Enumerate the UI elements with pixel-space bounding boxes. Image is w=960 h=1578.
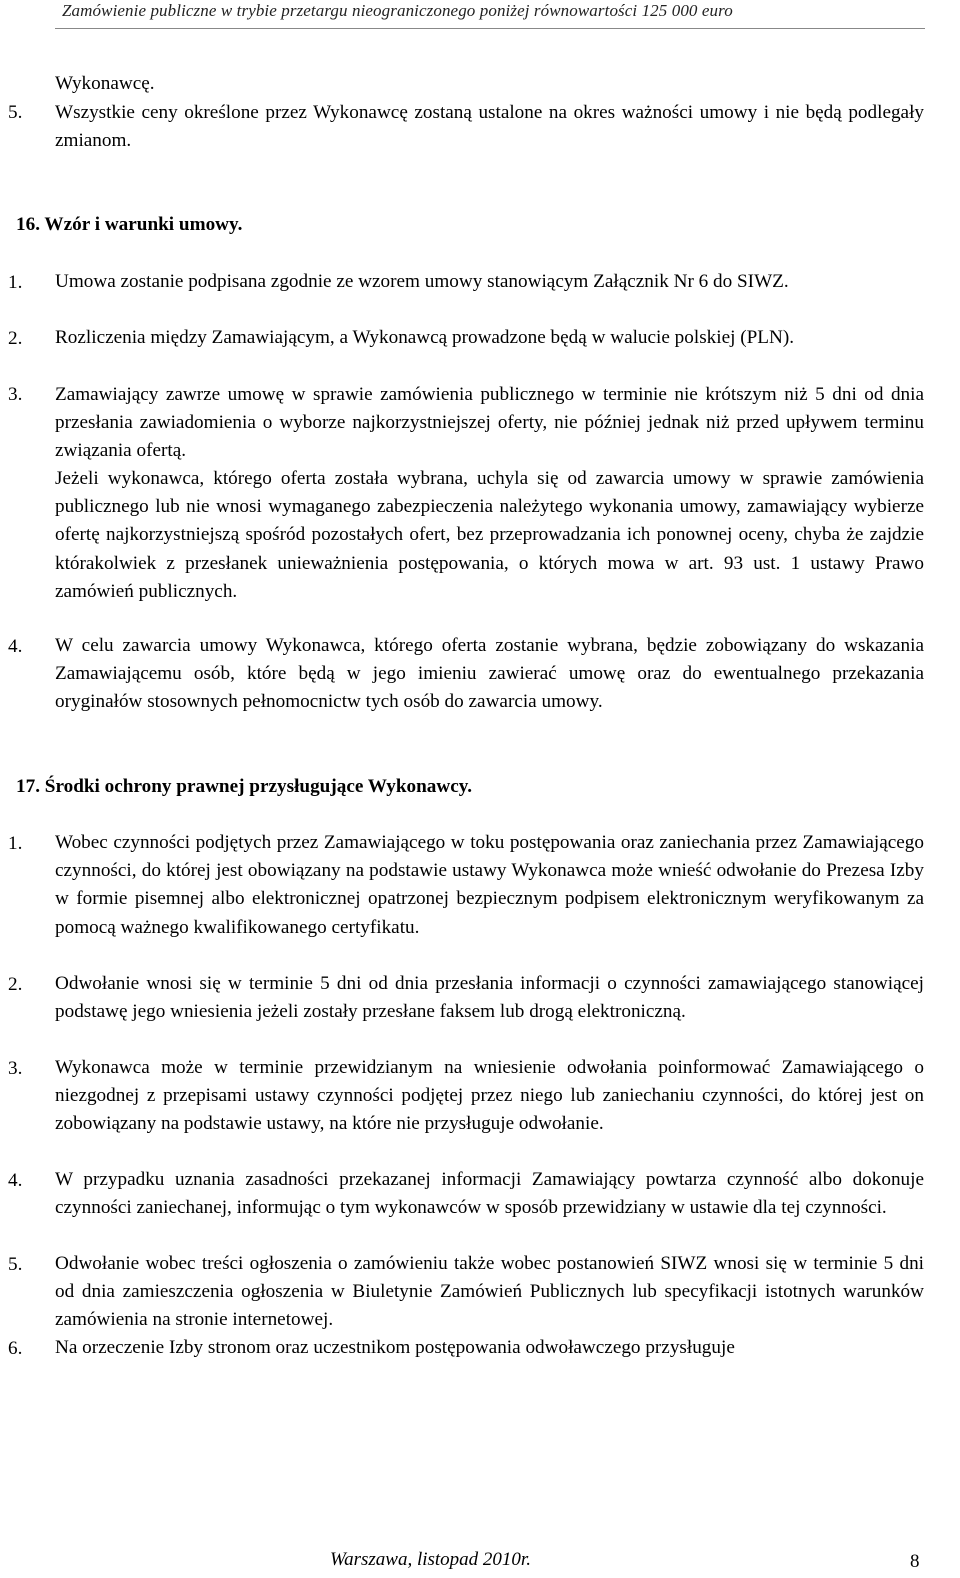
list-item-text: Zamawiający zawrze umowę w sprawie zamówienia publicznego w terminie nie krótszym niż 5 dni od dnia przesłania zawiadomienia o wyborze najkorzystniejszej oferty, nie później jednak niż przed upływem terminu związania ofertą. (55, 384, 924, 462)
continuation-text: Wykonawcę. (55, 73, 155, 94)
list-item-text: W przypadku uznania zasadności przekazanej informacji Zamawiający powtarza czynność albo dokonuje czynności zaniechanej, informując o tym wykonawców w sposób przewidziany w ustawie dla tej czynności. (55, 1169, 924, 1219)
list-number: 5. (8, 102, 23, 123)
list-number: 5. (8, 1254, 23, 1275)
section-heading-16: 16. Wzór i warunki umowy. (16, 214, 243, 235)
list-number: 2. (8, 328, 23, 349)
list-item-text: Na orzeczenie Izby stronom oraz uczestnikom postępowania odwoławczego przysługuje (55, 1337, 735, 1358)
page-number: 8 (910, 1551, 920, 1572)
list-item-text: Rozliczenia między Zamawiającym, a Wykonawcą prowadzone będą w walucie polskiej (PLN). (55, 327, 795, 348)
list-number: 3. (8, 1058, 23, 1079)
list-item-text: Wszystkie ceny określone przez Wykonawcę zostaną ustalone na okres ważności umowy i nie będą podlegały zmianom. (55, 102, 924, 152)
section-heading-17: 17. Środki ochrony prawnej przysługujące Wykonawcy. (16, 776, 473, 797)
list-item-text: Odwołanie wnosi się w terminie 5 dni od dnia przesłania informacji o czynności zamawiającego stanowiącej podstawę jego wniesienia jeżeli zostały przesłane faksem lub drogą elektroniczną. (55, 973, 924, 1023)
list-number: 6. (8, 1338, 23, 1359)
list-item-text: Wykonawca może w terminie przewidzianym na wniesienie odwołania poinformować Zamawiającego o niezgodnej z przepisami ustawy czynności podjętej przez niego lub zaniechaniu czynności, do której jest on zobowiązany na podstawie ustawy, na które nie przysługuje odwołanie. (55, 1057, 924, 1135)
list-item-text: W celu zawarcia umowy Wykonawca, którego oferta zostanie wybrana, będzie zobowiązany do wskazania Zamawiającemu osób, które będą w jego imieniu zawierać umowę oraz do ewentualnego przekazania oryginałów stosownych pełnomocnictw tych osób do zawarcia umowy. (55, 635, 924, 713)
list-item-text: Umowa zostanie podpisana zgodnie ze wzorem umowy stanowiącym Załącznik Nr 6 do SIWZ. (55, 271, 789, 292)
list-item-text: Odwołanie wobec treści ogłoszenia o zamówieniu także wobec postanowień SIWZ wnosi się w terminie 5 dni od dnia zamieszczenia ogłoszenia w Biuletynie Zamówień Publicznych lub specyfikacji istotnych warunków zamówienia na stronie internetowej. (55, 1253, 924, 1331)
footer-place-date: Warszawa, listopad 2010r. (330, 1549, 531, 1570)
list-number: 3. (8, 384, 23, 405)
list-item-text: Wobec czynności podjętych przez Zamawiającego w toku postępowania oraz zaniechania przez Zamawiającego czynności, do której jest obowiązany na podstawie ustawy Wykonawca może wnieść odwołanie do Prezesa Izby w formie pisemnej albo elektronicznej opatrzonej bezpiecznym podpisem elektronicznym weryfikowanym za pomocą ważnego kwalifikowanego certyfikatu. (55, 832, 924, 938)
list-item-text: Jeżeli wykonawca, którego oferta została wybrana, uchyla się od zawarcia umowy w sprawie zamówienia publicznego lub nie wnosi wymaganego zabezpieczenia należytego wykonania umowy, zamawiający wybierze ofertę najkorzystniejszą spośród pozostałych ofert, bez przeprowadzania ich ponownej oceny, chyba że zajdzie którakolwiek z przesłanek unieważnienia postępowania, o których mowa w art. 93 ust. 1 ustawy Prawo zamówień publicznych. (55, 468, 924, 602)
list-number: 1. (8, 272, 23, 293)
list-number: 1. (8, 833, 23, 854)
running-header: Zamówienie publiczne w trybie przetargu nieograniczonego poniżej równowartości 125 000 euro (62, 1, 733, 20)
list-number: 4. (8, 636, 23, 657)
list-number: 2. (8, 974, 23, 995)
list-number: 4. (8, 1170, 23, 1191)
header-divider (55, 28, 925, 29)
